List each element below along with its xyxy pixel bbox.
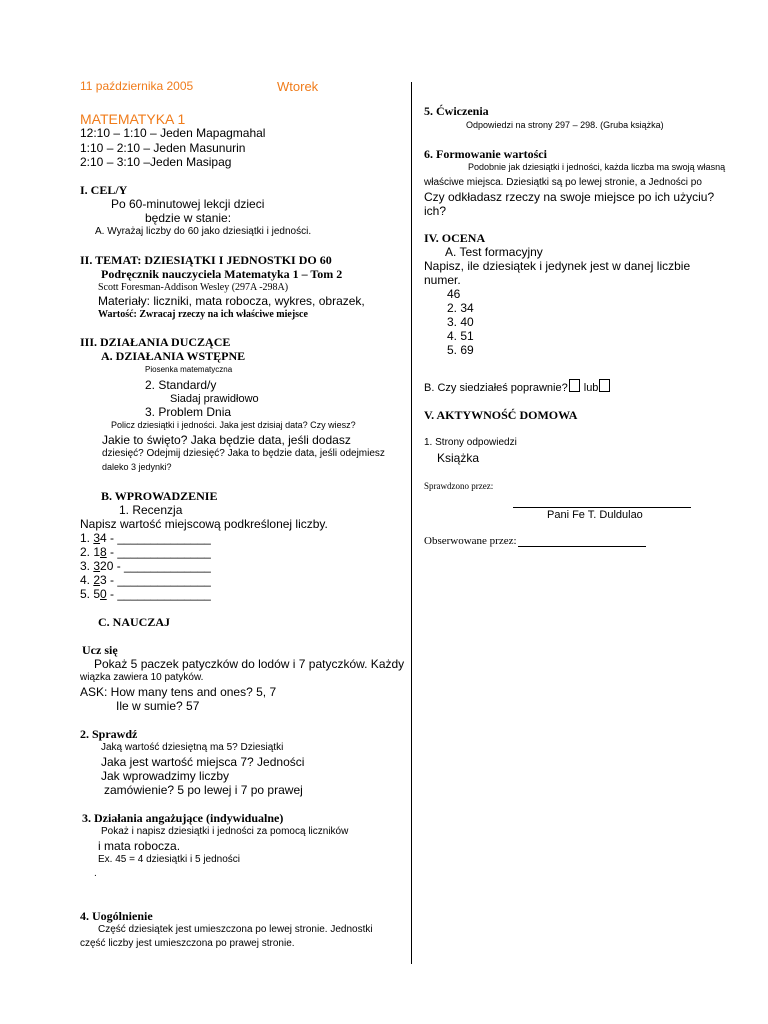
learn-line-1: Pokaż 5 paczek patyczków do lodów i 7 patyczków. Każdy: [94, 657, 405, 671]
standards-heading: 2. Standard/y: [145, 378, 217, 392]
value-forming-line-3: Czy odkładasz rzeczy na swoje miejsce po ich użyciu?: [424, 190, 715, 204]
evaluation-instruction-1: Napisz, ile dziesiątek i jedynek jest w danej liczbie: [424, 259, 691, 273]
section-objective-heading: I. CEL/Y: [80, 183, 128, 197]
problem-question-4: daleko 3 jedynki?: [102, 462, 172, 472]
schedule-line-2: 1:10 – 2:10 – Jeden Masunurin: [80, 141, 246, 155]
introduction-heading: B. WPROWADZENIE: [101, 489, 218, 503]
standards-sub: Siadaj prawidłowo: [170, 393, 259, 405]
homework-line-1: 1. Strony odpowiedzi: [424, 437, 517, 448]
value-forming-line-1: Podobnie jak dziesiątki i jedności, każda liczba ma swoją własną: [468, 162, 726, 172]
engage-heading: 3. Działania angażujące (indywidualne): [82, 811, 284, 825]
check-question-3: Jak wprowadzimy liczby: [101, 769, 230, 783]
review-item-2: 2. 18 - ______________: [80, 545, 211, 559]
problem-question-3: dziesięć? Odejmij dziesięć? Jaka to będzie data, jeśli odejmiesz: [102, 448, 385, 459]
observed-by-label: Obserwowane przez:: [424, 535, 517, 547]
checked-by-label: Sprawdzono przez:: [424, 481, 494, 491]
homework-line-2: Książka: [437, 451, 480, 465]
learn-line-2: wiązka zawiera 10 patyków.: [80, 672, 204, 683]
schedule-line-3: 2:10 – 3:10 –Jeden Masipag: [80, 155, 232, 169]
exercises-line: Odpowiedzi na strony 297 – 298. (Gruba książka): [466, 120, 664, 130]
teach-heading: C. NAUCZAJ: [98, 615, 170, 629]
evaluation-item-3: 3. 40: [447, 315, 474, 329]
evaluation-item-4: 4. 51: [447, 329, 474, 343]
value-forming-line-2: właściwe miejsca. Dziesiątki są po lewej stronie, a Jedności po: [424, 177, 702, 188]
review-item-1: 1. 34 - ______________: [80, 531, 211, 545]
section-activities-heading: III. DZIAŁANIA DUCZĄCE: [80, 335, 231, 349]
learn-heading: Ucz się: [82, 643, 118, 657]
engage-line-2: i mata robocza.: [98, 839, 181, 853]
check-question-4: zamówienie? 5 po lewej i 7 po prawej: [104, 783, 303, 797]
engage-dot: .: [94, 868, 97, 879]
check-question-1: Jaką wartość dziesiętną ma 5? Dziesiątki: [101, 742, 284, 753]
topic-publisher: Scott Foresman-Addison Wesley (297A -298A): [98, 282, 289, 293]
checkbox-no[interactable]: [599, 379, 610, 392]
lesson-date: 11 października 2005: [80, 79, 194, 93]
objective-item-a: A. Wyrażaj liczby do 60 jako dziesiątki i jedności.: [95, 226, 312, 237]
engage-line-1: Pokaż i napisz dziesiątki i jedności za pomocą liczników: [101, 826, 349, 837]
evaluation-item-2: 2. 34: [447, 301, 474, 315]
checkbox-yes[interactable]: [569, 379, 580, 392]
checker-name: Pani Fe T. Duldulao: [547, 509, 643, 521]
problem-heading: 3. Problem Dnia: [145, 405, 232, 419]
schedule-line-1: 12:10 – 1:10 – Jeden Mapagmahal: [80, 126, 266, 140]
topic-book: Podręcznik nauczyciela Matematyka 1 – Tom 2: [101, 267, 343, 281]
topic-value: Wartość: Zwracaj rzeczy na ich właściwe miejsce: [98, 309, 308, 320]
evaluation-b-question: B. Czy siedziałeś poprawnie?: [424, 382, 568, 394]
homework-heading: V. AKTYWNOŚĆ DOMOWA: [424, 408, 578, 422]
review-item-5: 5. 50 - ______________: [80, 587, 211, 601]
problem-question-1: Policz dziesiątki i jedności. Jaka jest dzisiaj data? Czy wiesz?: [111, 420, 356, 430]
review-item-4: 4. 23 - ______________: [80, 573, 211, 587]
objective-line-1: Po 60-minutowej lekcji dzieci: [111, 197, 265, 211]
generalization-line-2: część liczby jest umieszczona po prawej stronie.: [80, 938, 295, 949]
check-question-2: Jaka jest wartość miejsca 7? Jedności: [101, 755, 305, 769]
evaluation-heading: IV. OCENA: [424, 231, 486, 245]
column-divider: [411, 82, 412, 964]
evaluation-item-5: 5. 69: [447, 343, 474, 357]
review-item-3: 3. 320 - _____________: [80, 559, 211, 573]
observer-signature-line: [518, 546, 646, 547]
check-heading: 2. Sprawdź: [80, 727, 138, 741]
preliminary-heading: A. DZIAŁANIA WSTĘPNE: [101, 349, 246, 363]
evaluation-b-line: [424, 379, 611, 395]
evaluation-instruction-2: numer.: [424, 273, 461, 287]
evaluation-item-1: 46: [447, 287, 461, 301]
review-instruction: Napisz wartość miejscową podkreślonej liczby.: [80, 517, 328, 531]
evaluation-b-or: lub: [583, 382, 599, 394]
lesson-day: Wtorek: [277, 79, 319, 94]
problem-question-2: Jakie to święto? Jaka będzie data, jeśli dodasz: [102, 433, 351, 447]
engage-example: Ex. 45 = 4 dziesiątki i 5 jedności: [98, 854, 241, 865]
formative-test-heading: A. Test formacyjny: [445, 245, 543, 259]
objective-line-2: będzie w stanie:: [145, 211, 232, 225]
math-song: Piosenka matematyczna: [145, 365, 233, 374]
value-forming-heading: 6. Formowanie wartości: [424, 147, 547, 161]
review-heading: 1. Recenzja: [119, 503, 183, 517]
section-topic-heading: II. TEMAT: DZIESIĄTKI I JEDNOSTKI DO 60: [80, 253, 332, 267]
generalization-heading: 4. Uogólnienie: [80, 909, 153, 923]
checker-signature-line: [513, 507, 691, 508]
subject-title: MATEMATYKA 1: [80, 111, 186, 127]
exercises-heading: 5. Ćwiczenia: [424, 104, 489, 118]
topic-materials: Materiały: liczniki, mata robocza, wykres, obrazek,: [98, 294, 365, 308]
generalization-line-1: Część dziesiątek jest umieszczona po lewej stronie. Jednostki: [98, 924, 373, 935]
learn-sum: Ile w sumie? 57: [116, 699, 200, 713]
learn-ask: ASK: How many tens and ones? 5, 7: [80, 685, 277, 699]
value-forming-line-4: ich?: [424, 204, 447, 218]
